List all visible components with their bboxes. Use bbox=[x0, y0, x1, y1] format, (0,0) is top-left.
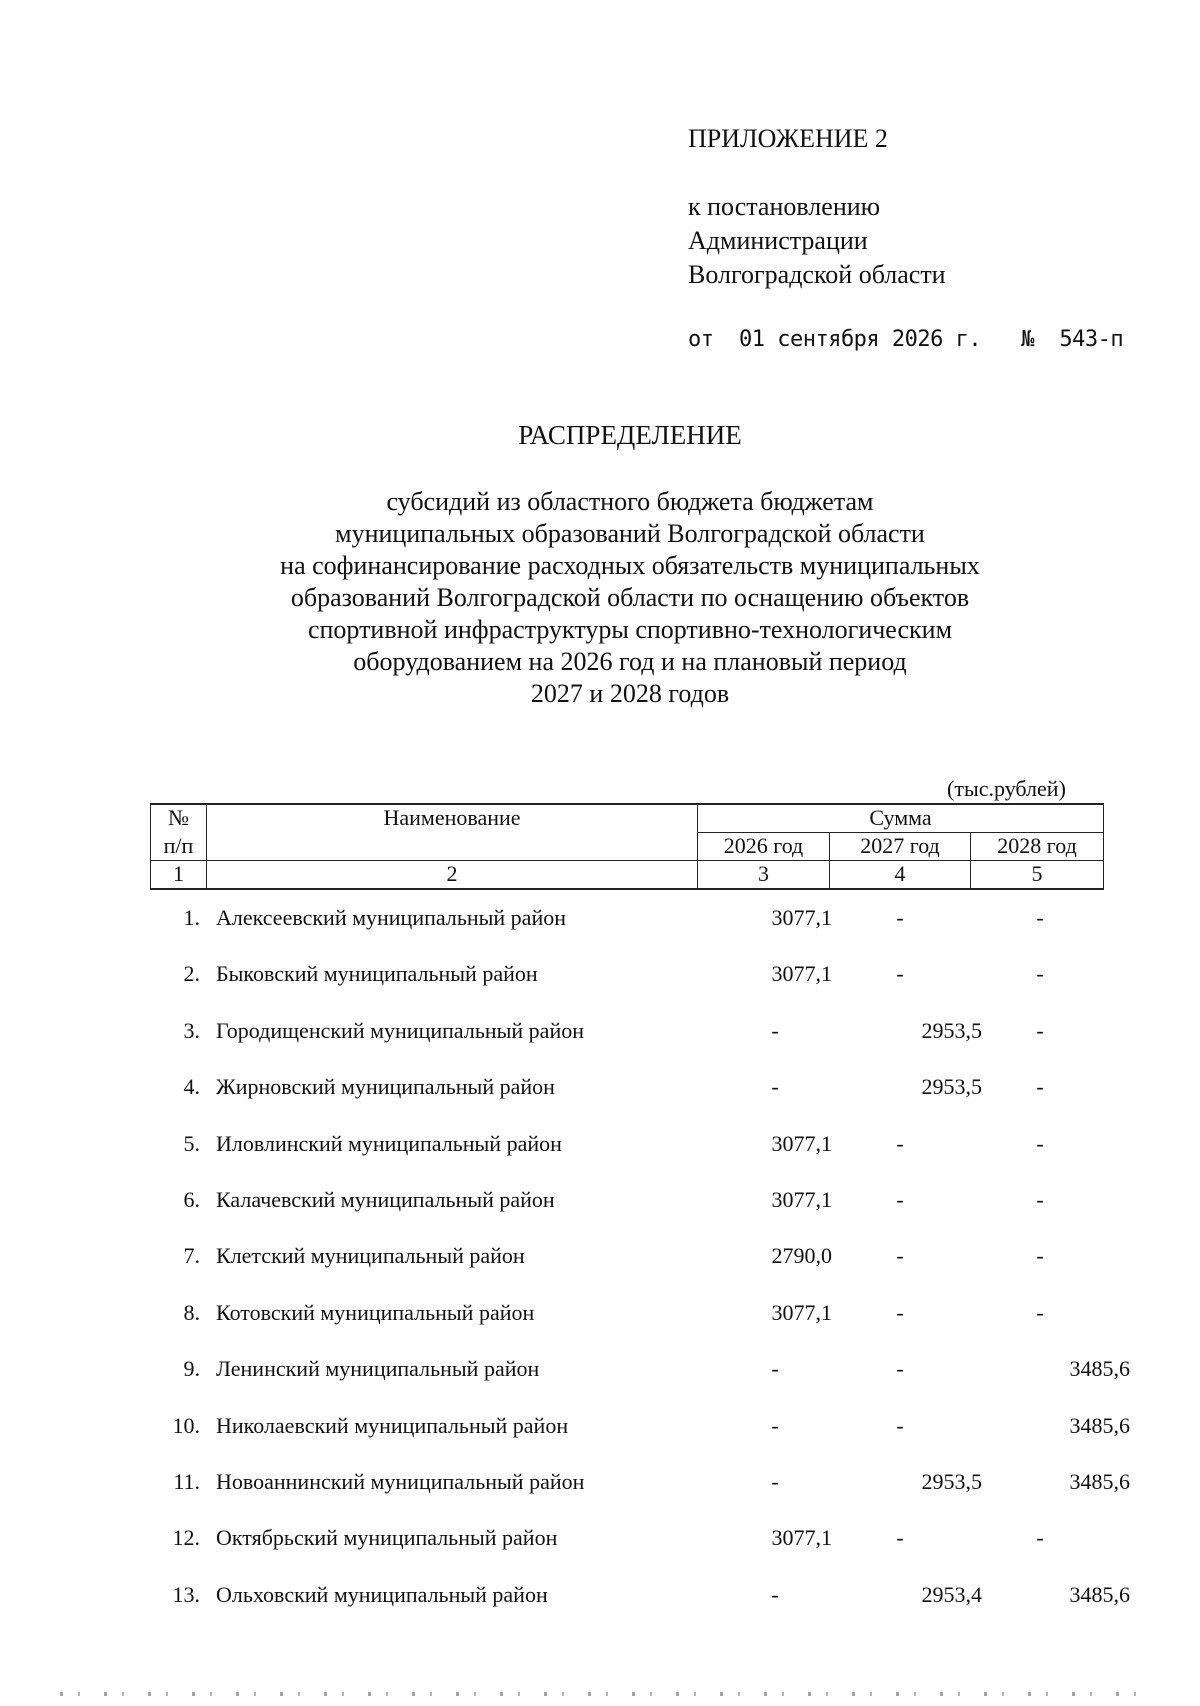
row-value-2027: - bbox=[896, 1186, 904, 1212]
column-number: 1 bbox=[151, 861, 207, 890]
row-value-2027: 2953,5 bbox=[921, 1017, 982, 1043]
row-name: Клетский муниципальный район bbox=[216, 1243, 525, 1269]
row-value-2026: 2790,0 bbox=[771, 1243, 832, 1269]
row-value-2026: 3077,1 bbox=[771, 905, 832, 930]
row-value-2028: - bbox=[1036, 1186, 1044, 1212]
subtitle-line: субсидий из областного бюджета бюджетам bbox=[386, 487, 874, 516]
column-number: 5 bbox=[971, 861, 1104, 890]
row-name: Ольховский муниципальный район bbox=[216, 1581, 548, 1607]
decree-reference-line: к постановлению bbox=[688, 192, 881, 221]
row-value-2027: - bbox=[896, 1525, 904, 1551]
row-name: Быковский муниципальный район bbox=[216, 961, 538, 987]
decree-reference-line: Администрации bbox=[688, 226, 868, 255]
row-number: 6. bbox=[183, 1186, 200, 1212]
row-value-2026: - bbox=[771, 1468, 779, 1494]
row-value-2028: - bbox=[1036, 1074, 1044, 1100]
table-row bbox=[150, 1354, 1130, 1410]
row-number: 9. bbox=[183, 1356, 200, 1382]
header-number-bottom: п/п bbox=[151, 833, 207, 861]
row-name: Новоаннинский муниципальный район bbox=[216, 1468, 585, 1494]
table-row bbox=[150, 1241, 1103, 1297]
row-number: 11. bbox=[173, 1468, 200, 1494]
column-number: 3 bbox=[698, 861, 830, 890]
row-number: 5. bbox=[183, 1130, 200, 1156]
table-row bbox=[150, 1185, 1103, 1241]
row-value-2028: - bbox=[1036, 1525, 1044, 1551]
table-body bbox=[150, 903, 1130, 1636]
row-value-2026: - bbox=[771, 1074, 779, 1100]
row-value-2026: 3077,1 bbox=[771, 1525, 832, 1551]
table-row bbox=[150, 959, 1103, 1015]
row-value-2026: - bbox=[771, 1017, 779, 1043]
row-value-2026: 3077,1 bbox=[771, 1186, 832, 1212]
row-number: 3. bbox=[183, 1017, 200, 1043]
row-name: Городищенский муниципальный район bbox=[216, 1017, 584, 1043]
row-name: Алексеевский муниципальный район bbox=[216, 905, 566, 930]
subtitle-line: образований Волгоградской области по оснащению объектов bbox=[290, 583, 970, 612]
row-number: 13. bbox=[172, 1581, 200, 1607]
row-value-2028: - bbox=[1036, 905, 1044, 930]
row-value-2028: - bbox=[1036, 961, 1044, 987]
row-name: Октябрьский муниципальный район bbox=[216, 1525, 558, 1551]
row-value-2028: 3485,6 bbox=[1069, 1356, 1130, 1382]
row-name: Котовский муниципальный район bbox=[216, 1299, 535, 1325]
document-title: РАСПРЕДЕЛЕНИЕ bbox=[518, 420, 742, 450]
row-value-2028: 3485,6 bbox=[1069, 1412, 1130, 1438]
row-name: Ленинский муниципальный район bbox=[216, 1356, 540, 1382]
row-value-2027: 2953,5 bbox=[921, 1468, 982, 1494]
header-year-2028: 2028 год bbox=[971, 833, 1104, 861]
table-row bbox=[150, 1467, 1130, 1523]
row-value-2027: - bbox=[896, 1356, 904, 1382]
row-value-2026: - bbox=[771, 1356, 779, 1382]
row-name: Иловлинский муниципальный район bbox=[216, 1130, 562, 1156]
appendix-heading: ПРИЛОЖЕНИЕ 2 bbox=[688, 124, 888, 153]
table-header bbox=[150, 803, 1104, 890]
row-number: 10. bbox=[172, 1412, 200, 1438]
header-name-cont bbox=[207, 833, 698, 861]
subtitle-line: оборудованием на 2026 год и на плановый период bbox=[353, 647, 907, 676]
row-number: 4. bbox=[183, 1074, 200, 1100]
row-value-2027: - bbox=[896, 1243, 904, 1269]
row-value-2026: 3077,1 bbox=[771, 1130, 832, 1156]
subtitle-line: 2027 и 2028 годов bbox=[530, 679, 730, 708]
column-number: 2 bbox=[207, 861, 698, 890]
row-number: 7. bbox=[183, 1243, 200, 1269]
row-value-2026: - bbox=[771, 1581, 779, 1607]
row-value-2028: - bbox=[1036, 1130, 1044, 1156]
header-name: Наименование bbox=[207, 804, 698, 833]
row-value-2027: - bbox=[896, 1299, 904, 1325]
table-row bbox=[150, 1072, 1103, 1128]
header-number-top: № bbox=[151, 804, 207, 833]
row-value-2027: 2953,4 bbox=[921, 1581, 982, 1607]
decree-date-line bbox=[688, 323, 1123, 357]
table-row bbox=[150, 903, 1103, 959]
row-value-2027: - bbox=[896, 1130, 904, 1156]
row-value-2027: - bbox=[896, 1412, 904, 1438]
row-value-2027: - bbox=[896, 961, 904, 987]
decree-date: от 01 сентября 2026 г. bbox=[688, 327, 982, 352]
decree-reference-line: Волгоградской области bbox=[688, 260, 946, 289]
decree-number: № 543-п bbox=[1021, 327, 1124, 352]
row-value-2028: 3485,6 bbox=[1069, 1581, 1130, 1607]
row-value-2028: - bbox=[1036, 1243, 1044, 1269]
row-value-2026: - bbox=[771, 1412, 779, 1438]
row-value-2026: 3077,1 bbox=[771, 961, 832, 987]
table-row bbox=[150, 1016, 1103, 1072]
header-year-2027: 2027 год bbox=[830, 833, 971, 861]
document-subtitle bbox=[0, 486, 1200, 710]
units-label: (тыс.рублей) bbox=[947, 776, 1066, 801]
table-row bbox=[150, 1411, 1130, 1467]
row-value-2028: 3485,6 bbox=[1069, 1468, 1130, 1494]
row-value-2026: 3077,1 bbox=[771, 1299, 832, 1325]
row-number: 1. bbox=[183, 905, 200, 930]
row-value-2027: - bbox=[896, 905, 904, 930]
subtitle-line: муниципальных образований Волгоградской области bbox=[335, 519, 925, 548]
header-sum: Сумма bbox=[698, 804, 1104, 833]
row-value-2028: - bbox=[1036, 1299, 1044, 1325]
table-row bbox=[150, 1523, 1103, 1579]
row-number: 2. bbox=[183, 961, 200, 987]
row-value-2028: - bbox=[1036, 1017, 1044, 1043]
decree-reference bbox=[688, 190, 946, 292]
header-year-2026: 2026 год bbox=[698, 833, 830, 861]
column-number: 4 bbox=[830, 861, 971, 890]
subtitle-line: на софинансирование расходных обязательств муниципальных bbox=[280, 551, 980, 580]
row-name: Калачевский муниципальный район bbox=[216, 1186, 555, 1212]
table-row bbox=[150, 1129, 1103, 1185]
row-name: Жирновский муниципальный район bbox=[216, 1074, 555, 1100]
table-row bbox=[150, 1580, 1130, 1636]
row-number: 12. bbox=[172, 1525, 200, 1551]
row-value-2027: 2953,5 bbox=[921, 1074, 982, 1100]
row-name: Николаевский муниципальный район bbox=[216, 1412, 569, 1438]
row-number: 8. bbox=[183, 1299, 200, 1325]
subtitle-line: спортивной инфраструктуры спортивно-технологическим bbox=[307, 615, 953, 644]
table-row bbox=[150, 1298, 1103, 1354]
scan-artifact bbox=[60, 1692, 1160, 1696]
